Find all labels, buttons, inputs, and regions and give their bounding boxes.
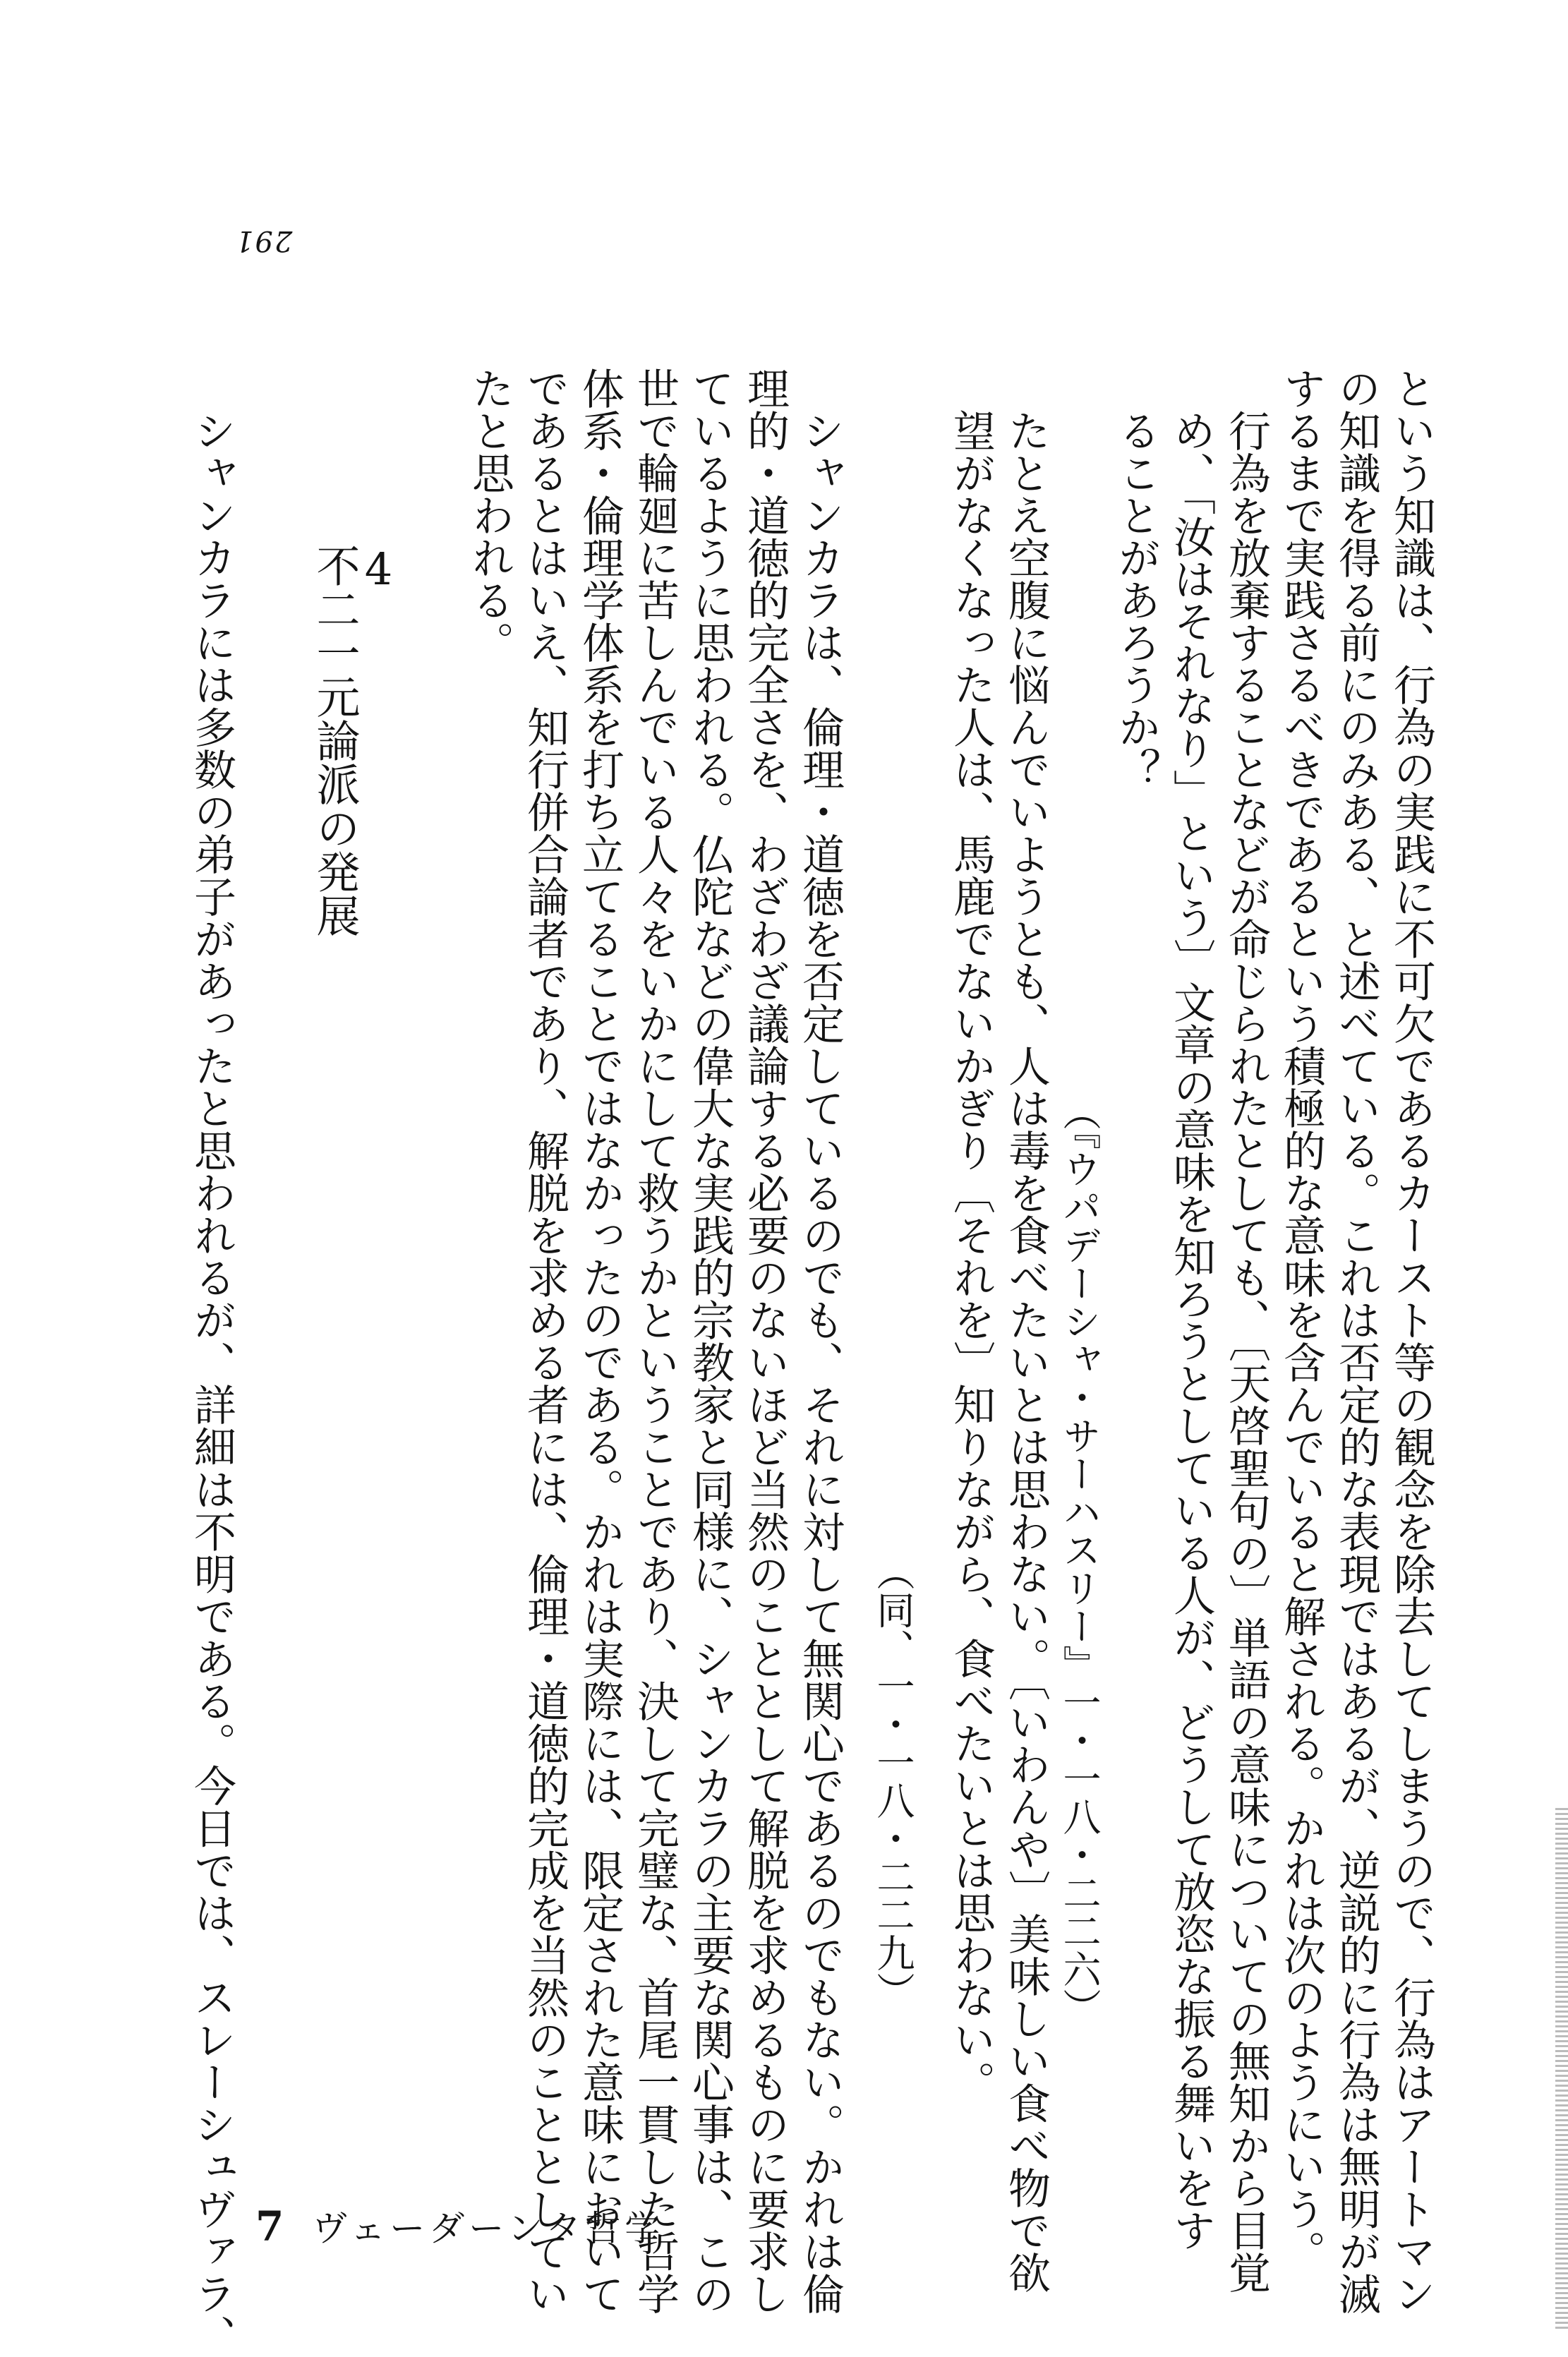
section-heading	[309, 543, 404, 937]
text-column: ているように思われる。仏陀などの偉大な実践的宗教家と同様に、シャンカラの主要な関心事は、この	[685, 367, 735, 2315]
text-column: たとえ空腹に悩んでいようとも、人は毒を食べたいとは思わない。〔いわんや〕美味しい食べ物で欲	[1001, 409, 1051, 2293]
text-column: 望がなくなった人は、馬鹿でないかぎり〔それを〕知りながら、食べたいとは思わない。	[946, 409, 996, 2103]
page-number: 291	[234, 224, 293, 257]
text-column: 行為を放棄することなどが命じられたとしても、〔天啓聖句の〕単語の意味についての無知から目覚	[1222, 409, 1271, 2293]
text-column: シャンカラには多数の弟子があったと思われるが、詳細は不明である。今日では、スレーシュヴァラ、	[187, 409, 236, 2357]
text-column: 体系・倫理学体系を打ち立てることではなかったのである。かれは実際には、限定された意味において	[575, 367, 625, 2315]
text-column: という知識は、行為の実践に不可欠であるカースト等の観念を除去してしまうので、行為はアートマン	[1387, 367, 1436, 2315]
text-column: め、「汝はそれなり」という〕文章の意味を知ろうとしている人が、どうして放恣な振る舞いをす	[1166, 409, 1216, 2251]
running-footer	[255, 2200, 664, 2251]
page-edge-shadow	[1555, 1807, 1568, 2329]
text-column: シャンカラは、倫理・道徳を否定しているのでも、それに対して無関心であるのでもない。かれは倫	[795, 409, 845, 2315]
text-column: 理的・道徳的完全さを、わざわざ議論する必要のないほど当然のこととして解脱を求めるものに要求し	[740, 367, 790, 2315]
citation-line: （『ウパデーシャ・サーハスリー』一・一八・二二六）	[1057, 1092, 1102, 2026]
text-column: するまで実践さるべきであるという積極的な意味を含んでいると解される。かれは次のようにいう。	[1277, 367, 1326, 2272]
text-column: たと思われる。	[465, 367, 514, 663]
text-column: ることがあろうか？	[1111, 409, 1161, 790]
text-column: 世で輪廻に苦しんでいる人々をいかにして救うかということであり、決して完璧な、首尾一貫した哲学	[630, 367, 680, 2315]
text-column: の知識を得る前にのみある、と述べている。これは否定的な表現ではあるが、逆説的に行為は無明が滅	[1332, 367, 1381, 2315]
chapter-title: ヴェーダーンタ哲学	[312, 2208, 665, 2249]
text-column: であるとはいえ、知行併合論者であり、解脱を求める者には、倫理・道徳的完成を当然のこととしてい	[520, 367, 569, 2315]
chapter-number: 7	[255, 2202, 284, 2250]
section-number: 4	[353, 543, 404, 595]
citation-line: （同、一・一八・二二九）	[871, 1553, 915, 2010]
section-title: 不二一元論派の発展	[309, 543, 361, 937]
